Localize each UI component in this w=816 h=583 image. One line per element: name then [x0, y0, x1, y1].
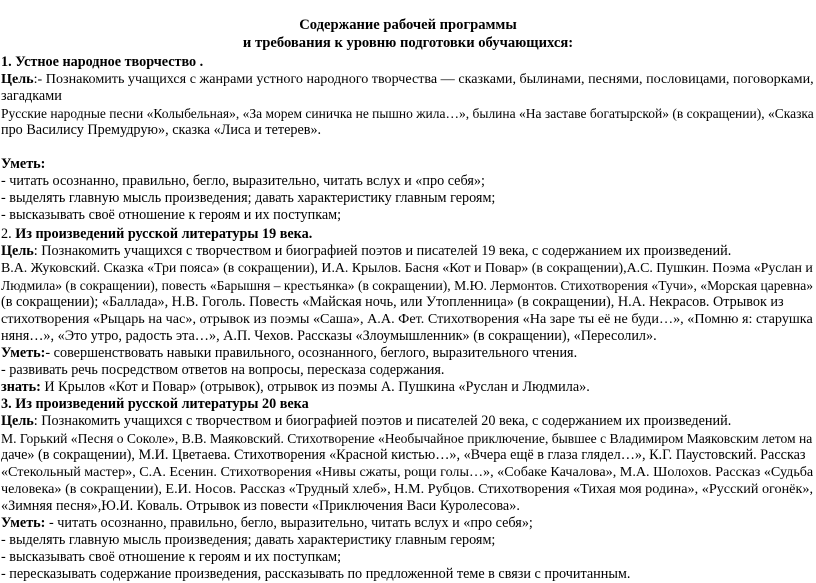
section-3-skill-item: - высказывать своё отношение к героям и их поступкам; — [1, 549, 342, 565]
goal-label: Цель — [1, 243, 34, 259]
section-1-goal — [1, 71, 814, 88]
section-2-goal — [1, 243, 731, 260]
skills-label: Уметь: — [1, 345, 46, 361]
section-3-works-line: «Стекольный мастер», С.А. Есенин. Стихотворения «Нивы сжаты, рощи голы…», «Собаке Качалова», М.А. Шолохов. Рассказ «Судьба — [1, 464, 814, 480]
section-3-goal — [1, 413, 731, 430]
goal-label: Цель — [1, 71, 34, 87]
section-2-number: 2. — [1, 226, 16, 242]
section-2-know — [1, 379, 590, 396]
skill-item: - читать осознанно, правильно, бегло, выразительно, читать вслух и «про себя»; — [45, 515, 533, 531]
skill-item: - совершенствовать навыки правильного, осознанного, беглого, выразительного чтения. — [45, 345, 578, 361]
section-2-heading — [1, 226, 312, 243]
section-3-works-line: человека» (в сокращении), Е.И. Носов. Рассказ «Трудный хлеб», Н.М. Рубцов. Стихотворения «Тихая моя родина», «Русский огонёк», — [1, 481, 813, 497]
section-1-skill-item: - выделять главную мысль произведения; давать характеристику главным героям; — [1, 190, 496, 206]
section-1-works-line: Русские народные песни «Колыбельная», «За морем синичка не пышно жила…», былина «На заставе богатырской» (в сокращении), «Сказка — [1, 106, 814, 121]
section-3-works-line: М. Горький «Песня о Соколе», В.В. Маяковский. Стихотворение «Необычайное приключение, бывшее с Владимиром Маяковским летом на — [1, 431, 813, 446]
section-2-skill-item: - развивать речь посредством ответов на вопросы, пересказа содержания. — [1, 362, 445, 378]
goal-label: Цель — [1, 413, 34, 429]
section-1-goal-continuation: загадками — [1, 88, 62, 104]
section-2-works-line: няня…», «Это утро, радость эта…», А.П. Чехов. Рассказы «Злоумышленник» (в сокращении), «Пересолил». — [1, 328, 657, 344]
section-2-skills — [1, 345, 577, 362]
goal-text: :- Познакомить учащихся с жанрами устного народного творчества — сказками, былинами, песнями, пословицами, поговорками, — [33, 71, 814, 87]
document-title-line-1: Содержание рабочей программы — [299, 17, 517, 33]
section-1-skills-label: Уметь: — [1, 156, 46, 172]
section-2-works-line: Людмила» (в сокращении), повесть «Барышня – крестьянка» (в сокращении), М.Ю. Лермонтов. Стихотворения «Тучи», «Морская царевна» — [1, 278, 814, 293]
section-3-works-line: даче» (в сокращении), М.И. Цветаева. Стихотворения «Красной кистью…», «Вчера ещё в глаза глядел…», К.Г. Паустовский. Рассказ — [1, 447, 806, 463]
goal-text: : Познакомить учащихся с творчеством и биографией поэтов и писателей 19 века, с содержанием их произведений. — [33, 243, 732, 259]
know-text: И Крылов «Кот и Повар» (отрывок), отрывок из поэмы А. Пушкина «Руслан и Людмила». — [40, 379, 590, 395]
section-2-works-line: стихотворения «Рыцарь на час», отрывок из поэмы «Саша», А.А. Фет. Стихотворения «На заре ты её не буди…», «Помню я: старушка — [1, 311, 813, 327]
skills-label: Уметь: — [1, 515, 46, 531]
section-3-works-line: «Зимняя песня»,Ю.И. Коваль. Отрывок из повести «Приключения Васи Куролесова». — [1, 498, 520, 514]
section-2-works-line: В.А. Жуковский. Сказка «Три пояса» (в сокращении), И.А. Крылов. Басня «Кот и Повар» (в сокращении),А.С. Пушкин. Поэма «Руслан и — [1, 261, 813, 276]
section-1-skill-item: - высказывать своё отношение к героям и их поступкам; — [1, 207, 342, 223]
section-3-heading: 3. Из произведений русской литературы 20 века — [1, 396, 309, 412]
goal-text: : Познакомить учащихся с творчеством и биографией поэтов и писателей 20 века, с содержанием их произведений. — [33, 413, 732, 429]
section-2-works-line: (в сокращении); «Баллада», Н.В. Гоголь. Повесть «Майская ночь, или Утопленница» (в сокращении), Н.А. Некрасов. Отрывок из — [1, 294, 784, 310]
section-3-skills — [1, 515, 533, 532]
section-1-heading: 1. Устное народное творчество . — [1, 54, 204, 70]
section-3-skill-item: - пересказывать содержание произведения, рассказывать по предложенной теме в связи с прочитанным. — [1, 566, 631, 582]
section-3-skill-item: - выделять главную мысль произведения; давать характеристику главным героям; — [1, 532, 496, 548]
section-1-skill-item: - читать осознанно, правильно, бегло, выразительно, читать вслух и «про себя»; — [1, 173, 485, 189]
document-title-line-2: и требования к уровню подготовки обучающихся: — [242, 35, 574, 51]
section-1-works-line: про Василису Премудрую», сказка «Лиса и тетерев». — [1, 122, 322, 138]
know-label: знать: — [1, 379, 41, 395]
section-2-title: Из произведений русской литературы 19 века. — [15, 226, 313, 242]
